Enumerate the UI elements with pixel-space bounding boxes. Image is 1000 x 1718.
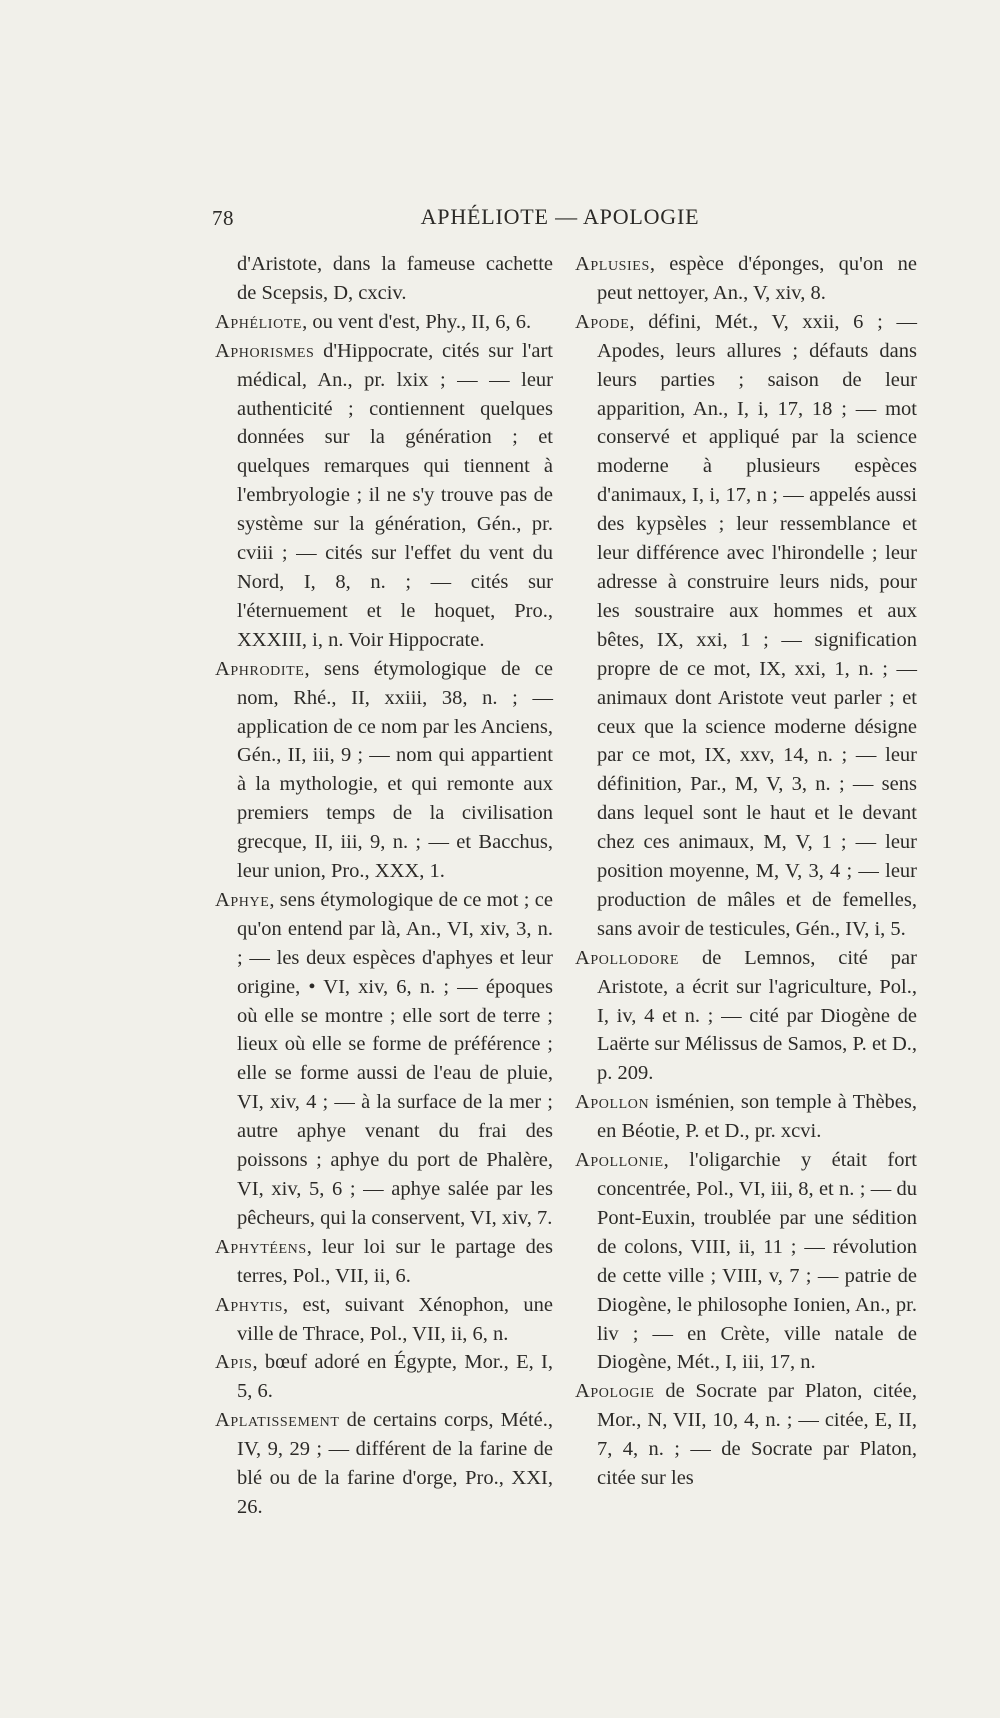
index-entry: [215, 1406, 553, 1522]
index-entry: [575, 1088, 917, 1146]
index-entry: [575, 250, 917, 308]
index-entry: [215, 1348, 553, 1406]
entry-text: , espèce d'éponges, qu'on ne peut nettoyer, An., V, xiv, 8.: [597, 253, 917, 304]
right-column: [575, 250, 917, 1493]
page-number: 78: [212, 206, 234, 230]
index-entry: [575, 308, 917, 944]
entry-text: , défini, Mét., V, xxii, 6 ; — Apodes, leurs allures ; défauts dans leurs parties ; saison de leur apparition, An., I, i, 17, 18 ; — mot conservé et appliqué par la science moderne à plusieurs espèces d'animaux, I, i, 17, n ; — appelés aussi des kypsèles ; leur ressemblance et leur différence avec l'hirondelle ; leur adresse à construire leurs nids, pour les soustraire aux hommes et aux bêtes, IX, xxi, 1 ; — signification propre de ce mot, IX, xxi, 1, n. ; — animaux dont Aristote veut parler ; et ceux que la science moderne désigne par ce mot, IX, xxv, 14, n. ; — leur définition, Par., M, V, 3, n. ; — sens dans lequel sont le haut et le devant chez ces animaux, M, V, 1 ; — leur position moyenne, M, V, 3, 4 ; — leur production de mâles et de femelles, sans avoir de testicules, Gén., IV, i, 5.: [597, 310, 917, 940]
index-entry: [575, 1146, 917, 1377]
entry-headword: Apis: [215, 1351, 253, 1374]
entry-text: de Socrate par Platon, citée, Mor., N, VII, 10, 4, n. ; — citée, E, II, 7, 4, n. ; — de Socrate par Platon, citée sur les: [597, 1380, 917, 1490]
entry-headword: Apollonie: [575, 1149, 664, 1172]
entry-headword: Aphorismes: [215, 339, 315, 362]
left-column: [215, 250, 553, 1522]
index-entry: [215, 1291, 553, 1349]
index-entry: [215, 886, 553, 1233]
index-entry: [215, 1233, 553, 1291]
entry-headword: Aphéliote: [215, 310, 303, 333]
index-entry: [215, 250, 553, 308]
entry-headword: Apode: [575, 310, 630, 333]
entry-headword: Aphytis: [215, 1293, 284, 1316]
entry-text: isménien, son temple à Thèbes, en Béotie, P. et D., pr. xcvi.: [597, 1091, 917, 1143]
entry-headword: Aplatissement: [215, 1409, 340, 1432]
entry-text: , sens étymologique de ce mot ; ce qu'on entend par là, An., VI, xiv, 3, n. ; — les deux espèces d'aphyes et leur origine, • VI, xiv, 6, n. ; — époques où elle se montre ; elle sort de terre ; lieux où elle se forme de préférence ; elle se forme aussi de l'eau de pluie, VI, xiv, 4 ; — à la surface de la mer ; autre aphye venant du frai des poissons ; aphye du port de Phalère, VI, xiv, 5, 6 ; — aphye salée par les pêcheurs, qui la conservent, VI, xiv, 7.: [237, 888, 553, 1229]
entry-text: , sens étymologique de ce nom, Rhé., II, xxiii, 38, n. ; — application de ce nom par les Anciens, Gén., II, iii, 9 ; — nom qui appartient à la mythologie, et qui remonte aux premiers temps de la civilisation grecque, II, iii, 9, n. ; — et Bacchus, leur union, Pro., XXX, 1.: [237, 657, 553, 883]
entry-text: , est, suivant Xénophon, une ville de Thrace, Pol., VII, ii, 6, n.: [237, 1293, 553, 1345]
entry-text: , l'oligarchie y était fort concentrée, Pol., VI, iii, 8, et n. ; — du Pont-Euxin, troublée par une sédition de colons, VIII, ii, 11 ; — révolution de cette ville ; VIII, v, 7 ; — patrie de Diogène, le philosophe Ionien, An., pr. liv ; — en Crète, ville natale de Diogène, Mét., I, iii, 17, n.: [597, 1149, 917, 1374]
index-entry: [575, 1377, 917, 1493]
index-entry: [575, 944, 917, 1089]
entry-headword: Apollon: [575, 1091, 650, 1114]
index-entry: [215, 308, 553, 337]
entry-headword: Apollodore: [575, 946, 680, 969]
entry-text: de certains corps, Mété., IV, 9, 29 ; — différent de la farine de blé ou de la farine d'orge, Pro., XXI, 26.: [237, 1409, 553, 1518]
running-head: APHÉLIOTE — APOLOGIE: [420, 204, 700, 229]
entry-text: , bœuf adoré en Égypte, Mor., E, I, 5, 6.: [237, 1351, 553, 1403]
entry-text: d'Aristote, dans la fameuse cachette de Scepsis, D, cxciv.: [237, 253, 553, 304]
entry-headword: Aphytéens: [215, 1235, 307, 1258]
entry-text: , leur loi sur le partage des terres, Pol., VII, ii, 6.: [237, 1235, 553, 1287]
entry-text: , ou vent d'est, Phy., II, 6, 6.: [302, 310, 532, 333]
entry-headword: Aphye: [215, 888, 270, 911]
entry-text: de Lemnos, cité par Aristote, a écrit sur l'agriculture, Pol., I, iv, 4 et n. ; — cité par Diogène de Laërte sur Mélissus de Samos, P. et D., p. 209.: [597, 946, 917, 1085]
entry-headword: Apologie: [575, 1380, 655, 1403]
entry-headword: Aplusies: [575, 253, 650, 275]
index-entry: [215, 655, 553, 886]
entry-text: d'Hippocrate, cités sur l'art médical, An., pr. lxix ; — — leur authenticité ; contiennent quelques données sur la génération ; et quelques remarques qui tiennent à l'embryologie ; il ne s'y trouve pas de système sur la génération, Gén., pr. cviii ; — cités sur l'effet du vent du Nord, I, 8, n. ; — cités sur l'éternuement et le hoquet, Pro., XXXIII, i, n. Voir Hippocrate.: [237, 339, 553, 651]
entry-headword: Aphrodite: [215, 657, 305, 680]
index-entry: [215, 337, 553, 655]
